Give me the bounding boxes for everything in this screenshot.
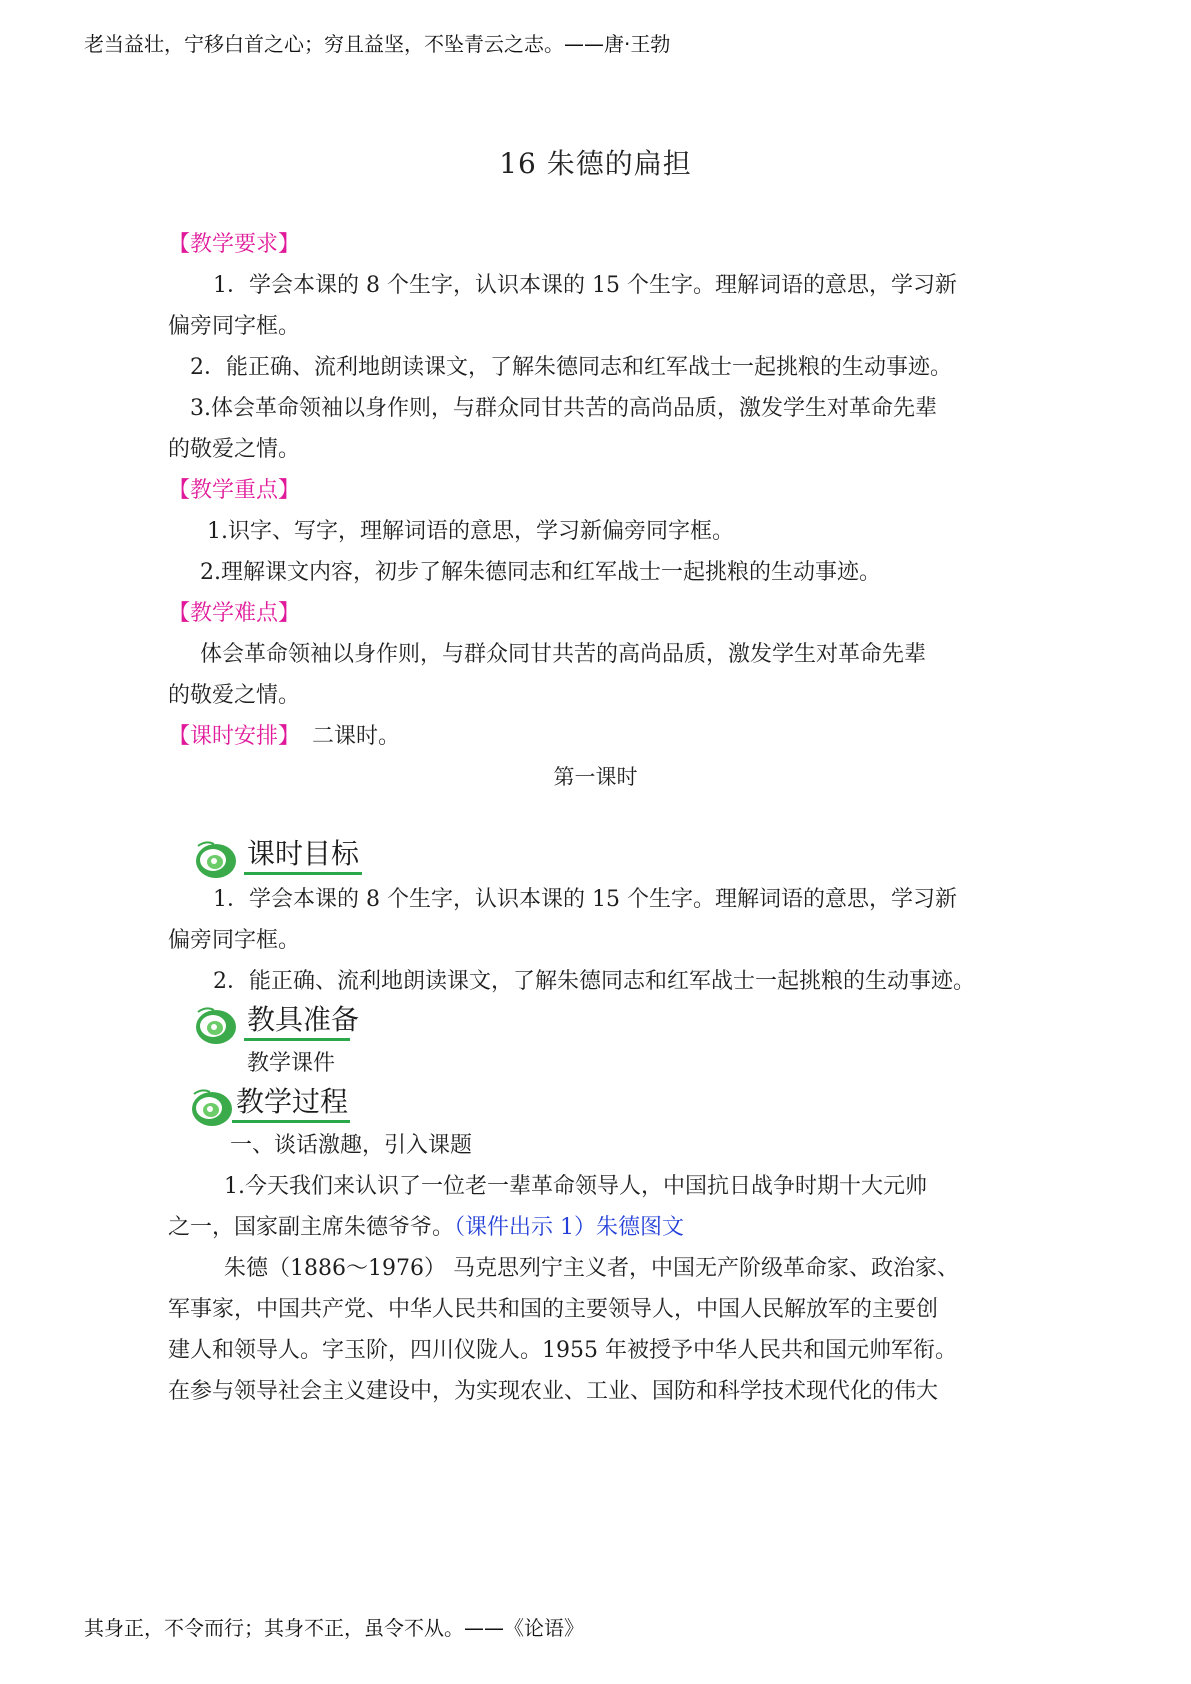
lesson-heading: 第一课时 [553,765,638,789]
goal-item-1-cont: 偏旁同字框。 [168,928,301,953]
goals-heading: 课时目标 [247,837,360,870]
leaf-icon [192,1004,238,1046]
requirement-item-3-cont: 的敬爱之情。 [168,437,301,462]
header-quote: 老当益壮，宁移白首之心；穷且益坚，不坠青云之志。——唐·王勃 [84,32,671,56]
materials-section-header [192,998,372,1046]
key-point-item-2: 2.理解课文内容，初步了解朱德同志和红军战士一起挑粮的生动事迹。 [200,560,881,585]
goal-item-2: 2．能正确、流利地朗读课文，了解朱德同志和红军战士一起挑粮的生动事迹。 [213,969,975,994]
requirement-item-3: 3.体会革命领袖以身作则，与群众同甘共苦的高尚品质，激发学生对革命先辈 [190,396,937,421]
bio-line-1: 朱德（1886～1976） 马克思列宁主义者，中国无产阶级革命家、政治家、 [224,1256,959,1281]
process-section-header [188,1080,368,1128]
goal-item-1: 1．学会本课的 8 个生字，认识本课的 15 个生字。理解词语的意思，学习新 [213,887,957,912]
bio-line-2: 军事家，中国共产党、中华人民共和国的主要领导人，中国人民解放军的主要创 [168,1297,939,1322]
requirement-item-1: 1．学会本课的 8 个生字，认识本课的 15 个生字。理解词语的意思，学习新 [213,273,957,298]
footer-quote: 其身正，不令而行；其身不正，虽令不从。——《论语》 [84,1616,584,1640]
difficulties-label: 【教学难点】 [168,601,301,626]
bio-line-3: 建人和领导人。字玉阶，四川仪陇人。1955 年被授予中华人民共和国元帅军衔。 [168,1338,957,1363]
materials-heading: 教具准备 [247,1003,360,1036]
requirements-label: 【教学要求】 [168,232,301,257]
process-paragraph-1: 1.今天我们来认识了一位老一辈革命领导人，中国抗日战争时期十大元帅 [224,1174,927,1199]
schedule-label: 【课时安排】 [168,724,301,749]
leaf-icon [188,1086,234,1128]
materials-underline [244,1038,350,1041]
schedule-value: 二课时。 [312,724,401,749]
page-title: 16 朱德的扁担 [499,147,692,180]
process-paragraph-1-cont [168,1210,684,1241]
difficulty-line-1: 体会革命领袖以身作则，与群众同甘共苦的高尚品质，激发学生对革命先辈 [200,642,927,667]
courseware-reference-link[interactable]: （课件出示 1）朱德图文 [454,1215,685,1240]
bio-line-4: 在参与领导社会主义建设中，为实现农业、工业、国防和科学技术现代化的伟大 [168,1379,939,1404]
difficulty-line-2: 的敬爱之情。 [168,683,301,708]
leaf-icon [192,838,238,880]
goals-section-header [192,832,372,880]
process-step-1: 一、谈话激趣，引入课题 [230,1133,473,1158]
requirement-item-1-cont: 偏旁同字框。 [168,314,301,339]
process-underline [232,1120,350,1123]
goals-underline [244,872,362,875]
schedule-row [168,719,400,750]
key-points-label: 【教学重点】 [168,478,301,503]
key-point-item-1: 1.识字、写字，理解词语的意思，学习新偏旁同字框。 [207,519,734,544]
paragraph-text: 之一，国家副主席朱德爷爷。 [168,1215,455,1240]
materials-text: 教学课件 [247,1051,336,1076]
requirement-item-2: 2．能正确、流利地朗读课文，了解朱德同志和红军战士一起挑粮的生动事迹。 [190,355,952,380]
process-heading: 教学过程 [236,1085,349,1118]
